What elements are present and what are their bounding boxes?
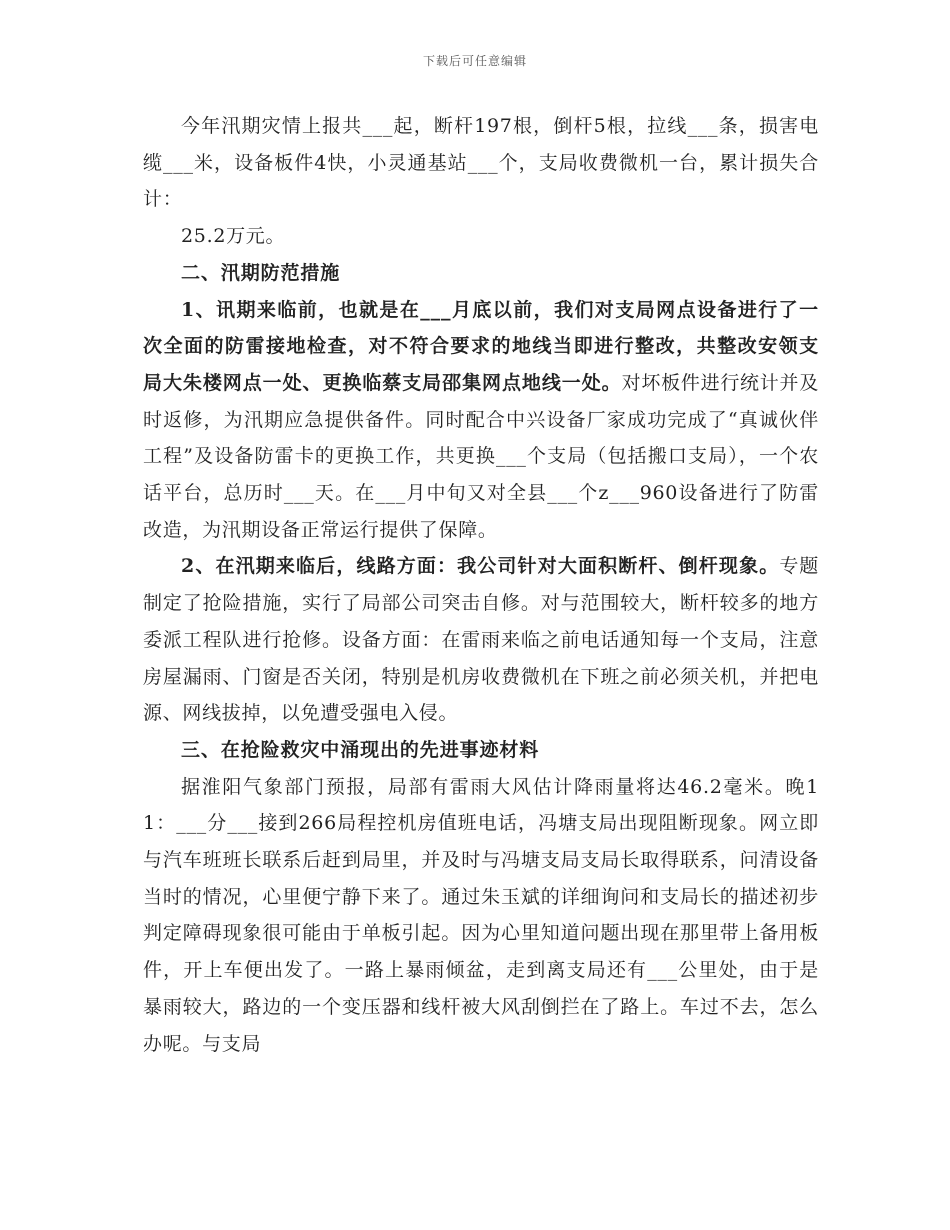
paragraph-prevention-2-bold: 2、在汛期来临后，线路方面：我公司针对大面积断杆、倒杆现象。 [181, 555, 780, 578]
paragraph-loss-report: 今年汛期灾情上报共___起，断杆197根，倒杆5根，拉线___条，损害电缆___米，设备板件4快，小灵通基站___个，支局收费微机一台，累计损失合计： [143, 115, 819, 211]
paragraph-loss-total: 25.2万元。 [181, 225, 286, 248]
page-header: 下载后可任意编辑 [422, 54, 527, 68]
paragraph-deeds: 据淮阳气象部门预报，局部有雷雨大风估计降雨量将达46.2毫米。晚11：___分___接到266局程控机房值班电话，冯塘支局出现阻断现象。网立即与汽车班班长联系后赶到局里，并及时与冯塘支局支局长取得联系，问清设备当时的情况，心里便宁静下来了。通过朱玉斌的详细询问和支局长的描述初步判定障碍现象很可能由于单板引起。因为心里知道问题出现在那里带上备用板件，开上车便出发了。一路上暴雨倾盆，走到离支局还有___公里处，由于是暴雨较大，路边的一个变压器和线杆被大风刮倒拦在了路上。车过不去，怎么办呢。与支局 [143, 775, 819, 1055]
section-heading-deeds: 三、在抢险救灾中涌现出的先进事迹材料 [181, 738, 540, 761]
section-heading-prevention: 二、汛期防范措施 [181, 261, 341, 284]
paragraph-prevention-2 [143, 548, 819, 732]
document-body [143, 108, 819, 1062]
paragraph-prevention-1 [143, 292, 819, 549]
paragraph-prevention-2-rest: 专题制定了抢险措施，实行了局部公司突击自修。对与范围较大，断杆较多的地方委派工程队进行抢修。设备方面：在雷雨来临之前电话通知每一个支局，注意房屋漏雨、门窗是否关闭，特别是机房收费微机在下班之前必须关机，并把电源、网线拔掉，以免遭受强电入侵。 [143, 555, 819, 725]
paragraph-prevention-1-rest: 对坏板件进行统计并及时返修，为汛期应急提供备件。同时配合中兴设备厂家成功完成了“真诚伙伴工程”及设备防雷卡的更换工作，共更换___个支局（包括搬口支局），一个农话平台，总历时___天。在___月中旬又对全县___个z___960设备进行了防雷改造，为汛期设备正常运行提供了保障。 [143, 371, 819, 541]
paragraph-prevention-1-bold: 1、讯期来临前，也就是在___月底以前，我们对支局网点设备进行了一次全面的防雷接地检查，对不符合要求的地线当即进行整改，共整改安领支局大朱楼网点一处、更换临蔡支局邵集网点地线一处。 [143, 298, 819, 394]
